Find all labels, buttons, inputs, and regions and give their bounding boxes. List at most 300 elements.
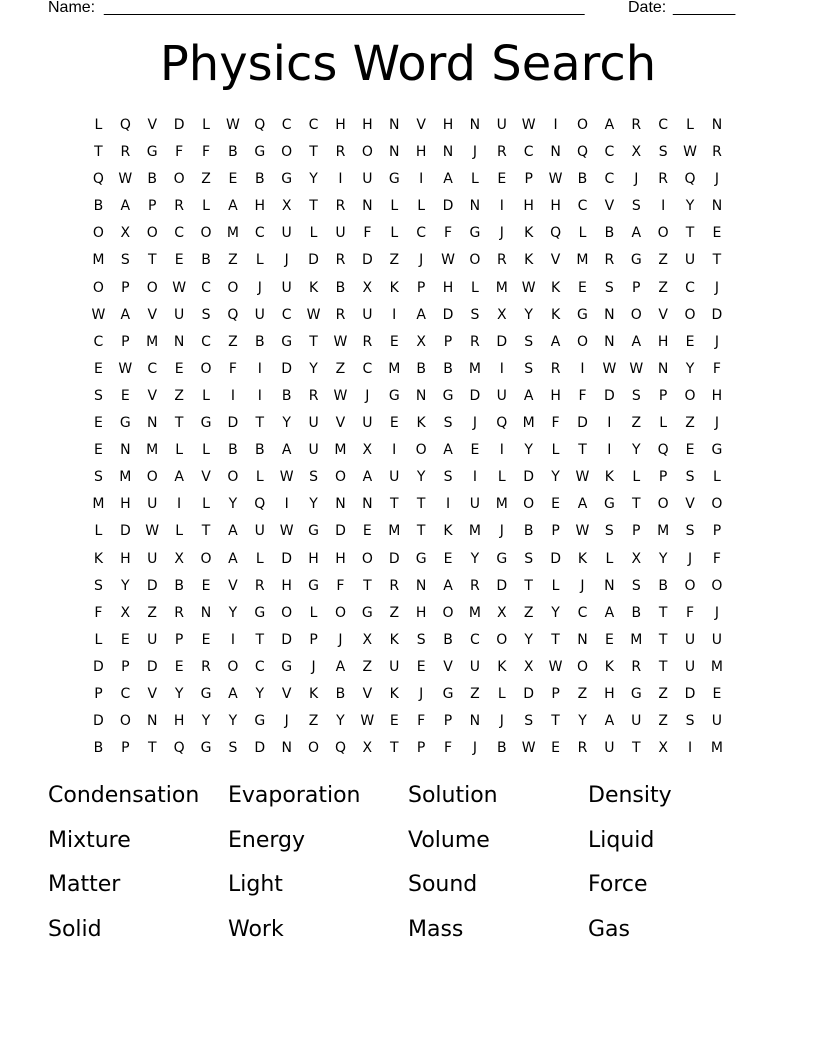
grid-letter[interactable]: W bbox=[145, 523, 160, 540]
grid-letter[interactable]: U bbox=[281, 225, 292, 242]
grid-letter[interactable]: J bbox=[499, 225, 504, 242]
grid-letter[interactable]: J bbox=[714, 279, 719, 296]
grid-letter[interactable]: L bbox=[309, 604, 318, 621]
grid-letter[interactable]: U bbox=[631, 713, 642, 730]
grid-letter[interactable]: S bbox=[416, 631, 426, 648]
grid-letter[interactable]: J bbox=[472, 740, 477, 757]
grid-letter[interactable]: L bbox=[686, 117, 694, 133]
grid-letter[interactable]: L bbox=[471, 171, 479, 188]
grid-letter[interactable]: H bbox=[415, 604, 427, 621]
grid-letter[interactable]: X bbox=[362, 442, 373, 459]
grid-letter[interactable]: V bbox=[685, 496, 695, 513]
grid-letter[interactable]: I bbox=[284, 496, 289, 513]
grid-letter[interactable]: Y bbox=[578, 713, 587, 730]
grid-letter[interactable]: G bbox=[308, 577, 319, 594]
grid-letter[interactable]: U bbox=[469, 496, 481, 513]
grid-letter[interactable]: V bbox=[416, 117, 426, 133]
grid-letter[interactable]: I bbox=[499, 198, 504, 215]
grid-letter[interactable]: N bbox=[711, 198, 723, 215]
grid-letter[interactable]: X bbox=[174, 550, 184, 567]
grid-letter[interactable]: Z bbox=[228, 333, 238, 350]
grid-letter[interactable]: Z bbox=[658, 252, 668, 269]
grid-letter[interactable]: U bbox=[147, 550, 158, 567]
grid-letter[interactable]: E bbox=[174, 252, 184, 269]
grid-letter[interactable]: N bbox=[550, 144, 561, 161]
grid-letter[interactable]: W bbox=[172, 279, 187, 296]
grid-letter[interactable]: L bbox=[417, 198, 426, 215]
grid-letter[interactable]: A bbox=[443, 577, 453, 594]
grid-letter[interactable]: O bbox=[630, 306, 642, 323]
grid-letter[interactable]: O bbox=[576, 333, 588, 350]
grid-letter[interactable]: R bbox=[254, 577, 265, 594]
grid-letter[interactable]: M bbox=[388, 360, 401, 377]
grid-letter[interactable]: G bbox=[308, 523, 319, 540]
grid-letter[interactable]: J bbox=[338, 631, 343, 648]
grid-letter[interactable]: S bbox=[94, 469, 103, 486]
grid-letter[interactable]: S bbox=[685, 523, 695, 540]
grid-letter[interactable]: R bbox=[550, 360, 561, 377]
grid-letter[interactable]: W bbox=[279, 523, 294, 540]
grid-letter[interactable]: G bbox=[200, 415, 212, 432]
grid-letter[interactable]: O bbox=[684, 306, 696, 323]
grid-letter[interactable]: B bbox=[604, 225, 615, 242]
grid-letter[interactable]: J bbox=[284, 252, 289, 269]
grid-letter[interactable]: L bbox=[497, 685, 506, 702]
grid-letter[interactable]: B bbox=[254, 442, 265, 459]
grid-letter[interactable]: T bbox=[389, 496, 399, 513]
grid-letter[interactable]: E bbox=[389, 713, 399, 730]
grid-letter[interactable]: C bbox=[577, 604, 588, 621]
grid-letter[interactable]: U bbox=[335, 225, 346, 242]
grid-letter[interactable]: F bbox=[94, 604, 103, 621]
grid-letter[interactable]: T bbox=[416, 523, 426, 540]
grid-letter[interactable]: A bbox=[362, 469, 373, 486]
grid-letter[interactable]: E bbox=[578, 279, 587, 296]
grid-letter[interactable]: O bbox=[684, 577, 696, 594]
grid-letter[interactable]: O bbox=[308, 740, 320, 757]
grid-letter[interactable]: G bbox=[442, 685, 454, 702]
grid-letter[interactable]: L bbox=[202, 496, 210, 513]
grid-letter[interactable]: A bbox=[523, 387, 534, 404]
grid-letter[interactable]: W bbox=[575, 523, 590, 540]
grid-letter[interactable]: T bbox=[174, 415, 184, 432]
grid-letter[interactable]: I bbox=[257, 387, 262, 404]
grid-letter[interactable]: O bbox=[576, 658, 588, 675]
grid-letter[interactable]: O bbox=[281, 604, 293, 621]
grid-letter[interactable]: N bbox=[389, 117, 400, 133]
grid-letter[interactable]: Z bbox=[523, 604, 534, 621]
grid-letter[interactable]: T bbox=[309, 198, 318, 215]
grid-letter[interactable]: E bbox=[551, 740, 561, 757]
grid-letter[interactable]: Z bbox=[389, 604, 400, 621]
grid-letter[interactable]: T bbox=[309, 333, 318, 350]
grid-letter[interactable]: Z bbox=[147, 604, 158, 621]
grid-letter[interactable]: I bbox=[230, 387, 235, 404]
grid-letter[interactable]: T bbox=[147, 252, 157, 269]
grid-letter[interactable]: C bbox=[604, 144, 615, 161]
grid-letter[interactable]: O bbox=[711, 577, 723, 594]
grid-letter[interactable]: E bbox=[120, 631, 130, 648]
grid-letter[interactable]: F bbox=[712, 550, 721, 567]
grid-letter[interactable]: D bbox=[335, 523, 346, 540]
grid-letter[interactable]: D bbox=[93, 713, 104, 730]
grid-letter[interactable]: I bbox=[580, 360, 585, 377]
grid-letter[interactable]: V bbox=[228, 577, 238, 594]
grid-letter[interactable]: B bbox=[93, 740, 104, 757]
grid-letter[interactable]: L bbox=[255, 550, 264, 567]
grid-letter[interactable]: H bbox=[308, 550, 319, 567]
grid-letter[interactable]: J bbox=[472, 144, 477, 161]
grid-letter[interactable]: R bbox=[577, 740, 588, 757]
grid-letter[interactable]: Y bbox=[524, 306, 533, 323]
grid-letter[interactable]: L bbox=[390, 225, 399, 242]
grid-letter[interactable]: R bbox=[631, 117, 642, 133]
grid-letter[interactable]: K bbox=[389, 685, 399, 702]
grid-letter[interactable]: T bbox=[94, 144, 103, 161]
grid-letter[interactable]: A bbox=[120, 306, 131, 323]
grid-letter[interactable]: P bbox=[712, 523, 722, 540]
grid-letter[interactable]: J bbox=[472, 415, 477, 432]
grid-letter[interactable]: U bbox=[496, 117, 507, 133]
grid-letter[interactable]: D bbox=[254, 740, 266, 757]
grid-letter[interactable]: I bbox=[553, 117, 558, 133]
grid-letter[interactable]: Z bbox=[685, 415, 695, 432]
grid-letter[interactable]: L bbox=[255, 469, 264, 486]
grid-letter[interactable]: R bbox=[362, 333, 373, 350]
grid-letter[interactable]: B bbox=[416, 360, 426, 377]
grid-letter[interactable]: T bbox=[658, 631, 668, 648]
grid-letter[interactable]: T bbox=[309, 144, 318, 161]
grid-letter[interactable]: O bbox=[119, 713, 131, 730]
grid-letter[interactable]: A bbox=[631, 333, 642, 350]
grid-letter[interactable]: L bbox=[497, 469, 506, 486]
grid-letter[interactable]: Y bbox=[416, 469, 426, 486]
grid-letter[interactable]: N bbox=[469, 198, 481, 215]
grid-letter[interactable]: B bbox=[577, 171, 588, 188]
grid-letter[interactable]: Q bbox=[576, 144, 588, 161]
grid-letter[interactable]: E bbox=[470, 442, 480, 459]
grid-letter[interactable]: H bbox=[281, 577, 292, 594]
grid-letter[interactable]: A bbox=[604, 713, 615, 730]
grid-letter[interactable]: G bbox=[603, 496, 615, 513]
grid-letter[interactable]: T bbox=[416, 496, 426, 513]
grid-letter[interactable]: W bbox=[602, 360, 617, 377]
grid-letter[interactable]: O bbox=[415, 442, 427, 459]
grid-letter[interactable]: Y bbox=[551, 604, 560, 621]
grid-letter[interactable]: Y bbox=[685, 198, 695, 215]
grid-letter[interactable]: Z bbox=[201, 171, 211, 188]
grid-letter[interactable]: D bbox=[469, 387, 481, 404]
grid-letter[interactable]: Z bbox=[174, 387, 184, 404]
grid-letter[interactable]: D bbox=[281, 631, 293, 648]
grid-letter[interactable]: O bbox=[173, 171, 185, 188]
grid-letter[interactable]: H bbox=[335, 550, 346, 567]
grid-letter[interactable]: H bbox=[362, 117, 373, 133]
grid-letter[interactable]: F bbox=[712, 360, 721, 377]
grid-letter[interactable]: J bbox=[284, 713, 289, 730]
grid-letter[interactable]: E bbox=[685, 442, 695, 459]
grid-letter[interactable]: A bbox=[228, 685, 238, 702]
grid-letter[interactable]: A bbox=[228, 550, 238, 567]
grid-letter[interactable]: W bbox=[548, 658, 563, 675]
grid-letter[interactable]: A bbox=[228, 198, 238, 215]
grid-letter[interactable]: N bbox=[442, 144, 454, 161]
grid-letter[interactable]: Q bbox=[254, 496, 266, 513]
grid-letter[interactable]: N bbox=[281, 740, 292, 757]
grid-letter[interactable]: D bbox=[119, 523, 131, 540]
grid-letter[interactable]: O bbox=[227, 469, 239, 486]
grid-letter[interactable]: J bbox=[311, 658, 316, 675]
grid-letter[interactable]: F bbox=[443, 225, 453, 242]
grid-letter[interactable]: T bbox=[389, 740, 399, 757]
grid-letter[interactable]: J bbox=[714, 604, 719, 621]
grid-letter[interactable]: C bbox=[577, 198, 588, 215]
grid-letter[interactable]: X bbox=[523, 658, 534, 675]
grid-letter[interactable]: X bbox=[281, 198, 292, 215]
grid-letter[interactable]: W bbox=[118, 360, 133, 377]
grid-letter[interactable]: X bbox=[416, 333, 426, 350]
grid-letter[interactable]: Y bbox=[228, 604, 238, 621]
grid-letter[interactable]: X bbox=[120, 225, 131, 242]
grid-letter[interactable]: C bbox=[254, 225, 265, 242]
grid-letter[interactable]: O bbox=[200, 550, 212, 567]
grid-letter[interactable]: M bbox=[710, 740, 723, 757]
grid-letter[interactable]: M bbox=[468, 360, 481, 377]
grid-letter[interactable]: L bbox=[713, 469, 721, 486]
grid-letter[interactable]: N bbox=[415, 577, 427, 594]
grid-letter[interactable]: H bbox=[657, 333, 669, 350]
grid-letter[interactable]: V bbox=[604, 198, 615, 215]
grid-letter[interactable]: M bbox=[92, 252, 105, 269]
grid-letter[interactable]: G bbox=[388, 171, 400, 188]
grid-letter[interactable]: R bbox=[470, 577, 480, 594]
grid-letter[interactable]: O bbox=[146, 225, 158, 242]
grid-letter[interactable]: H bbox=[523, 198, 534, 215]
grid-letter[interactable]: W bbox=[521, 279, 536, 296]
grid-letter[interactable]: E bbox=[120, 387, 130, 404]
grid-letter[interactable]: S bbox=[658, 144, 668, 161]
grid-letter[interactable]: S bbox=[470, 306, 480, 323]
grid-letter[interactable]: U bbox=[469, 658, 481, 675]
grid-letter[interactable]: U bbox=[147, 496, 158, 513]
grid-letter[interactable]: J bbox=[499, 523, 504, 540]
grid-letter[interactable]: E bbox=[362, 523, 372, 540]
grid-letter[interactable]: K bbox=[524, 252, 534, 269]
grid-letter[interactable]: N bbox=[146, 415, 158, 432]
grid-letter[interactable]: D bbox=[577, 415, 588, 432]
grid-letter[interactable]: A bbox=[228, 523, 238, 540]
grid-letter[interactable]: Z bbox=[228, 252, 238, 269]
grid-letter[interactable]: R bbox=[335, 198, 346, 215]
grid-letter[interactable]: V bbox=[147, 387, 158, 404]
grid-letter[interactable]: C bbox=[174, 225, 184, 242]
grid-letter[interactable]: O bbox=[711, 496, 723, 513]
grid-letter[interactable]: T bbox=[685, 225, 695, 242]
grid-letter[interactable]: W bbox=[333, 387, 348, 404]
grid-letter[interactable]: H bbox=[173, 713, 185, 730]
grid-letter[interactable]: Y bbox=[309, 171, 318, 188]
grid-letter[interactable]: P bbox=[658, 469, 668, 486]
grid-letter[interactable]: U bbox=[604, 740, 615, 757]
grid-letter[interactable]: G bbox=[469, 225, 481, 242]
grid-letter[interactable]: L bbox=[175, 442, 184, 459]
grid-letter[interactable]: M bbox=[576, 252, 589, 269]
grid-letter[interactable]: P bbox=[121, 279, 130, 296]
grid-letter[interactable]: C bbox=[254, 658, 265, 675]
grid-letter[interactable]: B bbox=[93, 198, 104, 215]
grid-letter[interactable]: O bbox=[334, 604, 346, 621]
grid-letter[interactable]: O bbox=[684, 387, 696, 404]
grid-letter[interactable]: R bbox=[335, 306, 346, 323]
grid-letter[interactable]: Y bbox=[470, 550, 480, 567]
grid-letter[interactable]: B bbox=[228, 144, 238, 161]
grid-letter[interactable]: B bbox=[497, 740, 507, 757]
grid-letter[interactable]: H bbox=[604, 685, 615, 702]
grid-letter[interactable]: B bbox=[631, 604, 642, 621]
grid-letter[interactable]: Q bbox=[684, 171, 696, 188]
grid-letter[interactable]: T bbox=[255, 631, 265, 648]
grid-letter[interactable]: P bbox=[524, 171, 533, 188]
grid-letter[interactable]: U bbox=[173, 306, 185, 323]
grid-letter[interactable]: P bbox=[121, 740, 130, 757]
grid-letter[interactable]: V bbox=[362, 685, 373, 702]
grid-letter[interactable]: N bbox=[711, 117, 723, 133]
grid-letter[interactable]: H bbox=[120, 496, 131, 513]
grid-letter[interactable]: D bbox=[173, 117, 185, 133]
grid-letter[interactable]: T bbox=[658, 658, 668, 675]
grid-letter[interactable]: T bbox=[551, 631, 560, 648]
grid-letter[interactable]: D bbox=[93, 658, 104, 675]
grid-letter[interactable]: W bbox=[441, 252, 455, 269]
grid-letter[interactable]: U bbox=[389, 658, 400, 675]
grid-letter[interactable]: Y bbox=[685, 360, 695, 377]
grid-letter[interactable]: K bbox=[604, 469, 614, 486]
grid-letter[interactable]: D bbox=[281, 550, 293, 567]
grid-letter[interactable]: O bbox=[200, 225, 212, 242]
grid-letter[interactable]: E bbox=[551, 496, 561, 513]
grid-letter[interactable]: S bbox=[443, 415, 453, 432]
grid-letter[interactable]: I bbox=[607, 442, 612, 459]
grid-letter[interactable]: B bbox=[335, 685, 346, 702]
grid-letter[interactable]: W bbox=[360, 713, 375, 730]
grid-letter[interactable]: G bbox=[119, 415, 131, 432]
grid-letter[interactable]: I bbox=[257, 360, 262, 377]
grid-letter[interactable]: J bbox=[714, 171, 719, 188]
grid-letter[interactable]: Q bbox=[550, 225, 562, 242]
grid-letter[interactable]: D bbox=[523, 469, 535, 486]
grid-letter[interactable]: D bbox=[684, 685, 696, 702]
grid-letter[interactable]: S bbox=[685, 469, 695, 486]
grid-letter[interactable]: I bbox=[499, 442, 504, 459]
grid-letter[interactable]: P bbox=[551, 685, 560, 702]
grid-letter[interactable]: W bbox=[333, 333, 348, 350]
grid-letter[interactable]: D bbox=[603, 387, 615, 404]
grid-letter[interactable]: E bbox=[416, 658, 426, 675]
grid-letter[interactable]: Y bbox=[255, 685, 265, 702]
grid-letter[interactable]: O bbox=[496, 631, 508, 648]
grid-letter[interactable]: Y bbox=[631, 442, 641, 459]
grid-letter[interactable]: N bbox=[604, 577, 615, 594]
grid-letter[interactable]: Z bbox=[577, 685, 588, 702]
grid-letter[interactable]: R bbox=[496, 144, 507, 161]
grid-letter[interactable]: I bbox=[338, 171, 343, 188]
grid-letter[interactable]: C bbox=[201, 279, 211, 296]
grid-letter[interactable]: U bbox=[684, 252, 696, 269]
grid-letter[interactable]: N bbox=[200, 604, 212, 621]
grid-letter[interactable]: N bbox=[657, 360, 669, 377]
grid-letter[interactable]: E bbox=[443, 550, 453, 567]
grid-letter[interactable]: U bbox=[147, 631, 158, 648]
grid-letter[interactable]: R bbox=[308, 387, 319, 404]
grid-letter[interactable]: T bbox=[631, 740, 641, 757]
grid-letter[interactable]: C bbox=[416, 225, 427, 242]
grid-letter[interactable]: H bbox=[711, 387, 723, 404]
grid-letter[interactable]: M bbox=[388, 523, 401, 540]
grid-letter[interactable]: Y bbox=[309, 496, 318, 513]
grid-letter[interactable]: M bbox=[119, 469, 132, 486]
grid-letter[interactable]: R bbox=[335, 252, 346, 269]
grid-letter[interactable]: U bbox=[254, 306, 265, 323]
grid-letter[interactable]: G bbox=[281, 333, 293, 350]
grid-letter[interactable]: F bbox=[201, 144, 211, 161]
grid-letter[interactable]: L bbox=[175, 523, 184, 540]
grid-letter[interactable]: O bbox=[227, 279, 239, 296]
grid-letter[interactable]: C bbox=[362, 360, 373, 377]
grid-letter[interactable]: I bbox=[687, 740, 693, 757]
grid-letter[interactable]: B bbox=[281, 387, 292, 404]
grid-letter[interactable]: E bbox=[201, 631, 211, 648]
grid-letter[interactable]: N bbox=[362, 496, 373, 513]
grid-letter[interactable]: G bbox=[496, 550, 508, 567]
grid-letter[interactable]: J bbox=[580, 577, 585, 594]
grid-letter[interactable]: O bbox=[523, 496, 535, 513]
grid-letter[interactable]: R bbox=[174, 604, 184, 621]
grid-letter[interactable]: N bbox=[577, 631, 588, 648]
grid-letter[interactable]: A bbox=[281, 442, 292, 459]
grid-letter[interactable]: J bbox=[257, 279, 262, 296]
grid-letter[interactable]: G bbox=[281, 658, 293, 675]
grid-letter[interactable]: D bbox=[146, 658, 158, 675]
grid-letter[interactable]: R bbox=[120, 144, 131, 161]
grid-letter[interactable]: F bbox=[443, 740, 453, 757]
grid-letter[interactable]: E bbox=[389, 333, 399, 350]
grid-letter[interactable]: D bbox=[550, 550, 561, 567]
grid-letter[interactable]: R bbox=[658, 171, 669, 188]
grid-letter[interactable]: E bbox=[174, 658, 184, 675]
grid-letter[interactable]: M bbox=[495, 496, 508, 513]
grid-letter[interactable]: I bbox=[419, 171, 424, 188]
grid-letter[interactable]: N bbox=[173, 333, 185, 350]
grid-letter[interactable]: Q bbox=[254, 117, 266, 133]
grid-letter[interactable]: Y bbox=[228, 713, 238, 730]
grid-letter[interactable]: M bbox=[226, 225, 239, 242]
grid-letter[interactable]: M bbox=[146, 442, 159, 459]
grid-letter[interactable]: U bbox=[684, 658, 696, 675]
grid-letter[interactable]: L bbox=[551, 442, 560, 459]
grid-letter[interactable]: R bbox=[631, 658, 642, 675]
grid-letter[interactable]: O bbox=[281, 144, 293, 161]
grid-letter[interactable]: W bbox=[225, 117, 240, 133]
grid-letter[interactable]: A bbox=[120, 198, 131, 215]
grid-letter[interactable]: D bbox=[523, 685, 535, 702]
grid-letter[interactable]: Q bbox=[334, 740, 346, 757]
grid-letter[interactable]: Y bbox=[282, 415, 291, 432]
grid-letter[interactable]: F bbox=[175, 144, 184, 161]
grid-letter[interactable]: A bbox=[335, 658, 346, 675]
grid-letter[interactable]: B bbox=[658, 577, 668, 594]
grid-letter[interactable]: W bbox=[521, 740, 536, 757]
grid-letter[interactable]: F bbox=[363, 225, 372, 242]
